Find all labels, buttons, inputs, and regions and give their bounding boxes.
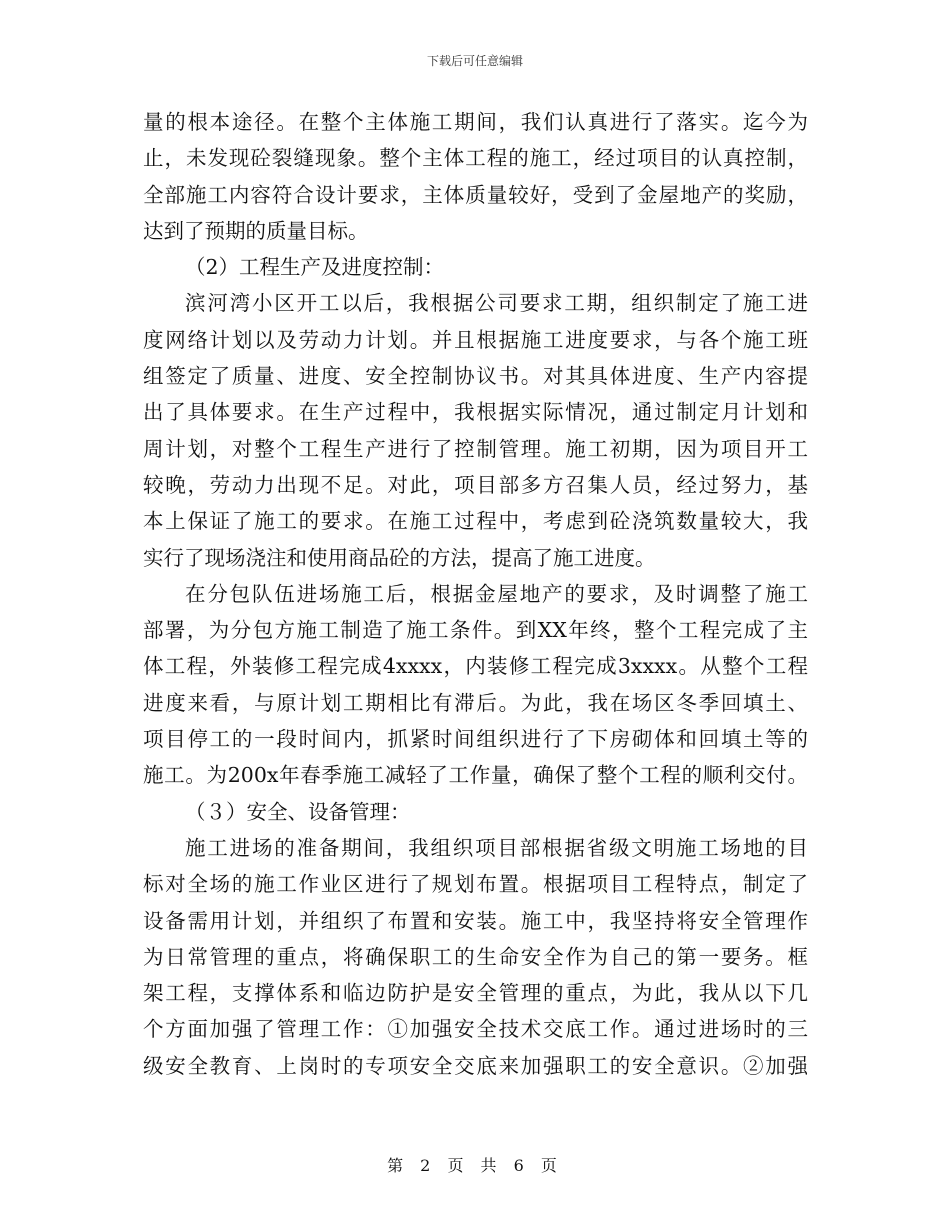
text-line: 设备需用计划，并组织了布置和安装。施工中，我坚持将安全管理作 [143,908,808,933]
text-line: 滨河湾小区开工以后，我根据公司要求工期，组织制定了施工进 [185,291,808,316]
text-line: 全部施工内容符合设计要求，主体质量较好，受到了金屋地产的奖励， [143,182,808,207]
text-line: 度网络计划以及劳动力计划。并且根据施工进度要求，与各个施工班 [143,327,808,352]
text-line: （2）工程生产及进度控制： [185,255,445,280]
text-line: 个方面加强了管理工作：①加强安全技术交底工作。通过进场时的三 [143,1017,808,1042]
text-line: 出了具体要求。在生产过程中，我根据实际情况，通过制定月计划和 [143,400,808,425]
text-line: 止，未发现砼裂缝现象。整个主体工程的施工，经过项目的认真控制， [143,146,808,171]
page-footer: 第 2 页 共 6 页 [387,1156,563,1175]
text-line: 较晚，劳动力出现不足。对此，项目部多方召集人员，经过努力，基 [143,472,808,497]
text-line: 级安全教育、上岗时的专项安全交底来加强职工的安全意识。②加强 [143,1053,808,1078]
text-line: 实行了现场浇注和使用商品砼的方法，提高了施工进度。 [143,545,656,570]
text-line: 标对全场的施工作业区进行了规划布置。根据项目工程特点，制定了 [143,872,808,897]
text-line: 施工进场的准备期间，我组织项目部根据省级文明施工场地的目 [185,835,808,860]
text-line: 在分包队伍进场施工后，根据金屋地产的要求，及时调整了施工 [185,581,808,606]
text-line: 施工。为200x年春季施工减轻了工作量，确保了整个工程的顺利交付。 [143,763,808,788]
text-line: 体工程，外装修工程完成4xxxx，内装修工程完成3xxxx。从整个工程 [143,654,808,679]
document-body [143,104,808,1084]
text-line: 进度来看，与原计划工期相比有滞后。为此，我在场区冬季回填土、 [143,690,808,715]
text-line: 项目停工的一段时间内，抓紧时间组织进行了下房砌体和回填土等的 [143,727,808,752]
text-line: 本上保证了施工的要求。在施工过程中，考虑到砼浇筑数量较大，我 [143,509,808,534]
text-line: 为日常管理的重点，将确保职工的生命安全作为自己的第一要务。框 [143,944,808,969]
text-line: 周计划，对整个工程生产进行了控制管理。施工初期，因为项目开工 [143,436,808,461]
text-line: 组签定了质量、进度、安全控制协议书。对其具体进度、生产内容提 [143,364,808,389]
text-line: 达到了预期的质量目标。 [143,218,369,243]
text-line: 架工程，支撑体系和临边防护是安全管理的重点，为此，我从以下几 [143,981,808,1006]
text-line: 部署，为分包方施工制造了施工条件。到XX年终，整个工程完成了主 [143,618,808,643]
text-line: （３）安全、设备管理： [185,799,411,824]
text-line: 量的根本途径。在整个主体施工期间，我们认真进行了落实。迄今为 [143,110,808,134]
page-header: 下载后可任意编辑 [426,54,523,68]
